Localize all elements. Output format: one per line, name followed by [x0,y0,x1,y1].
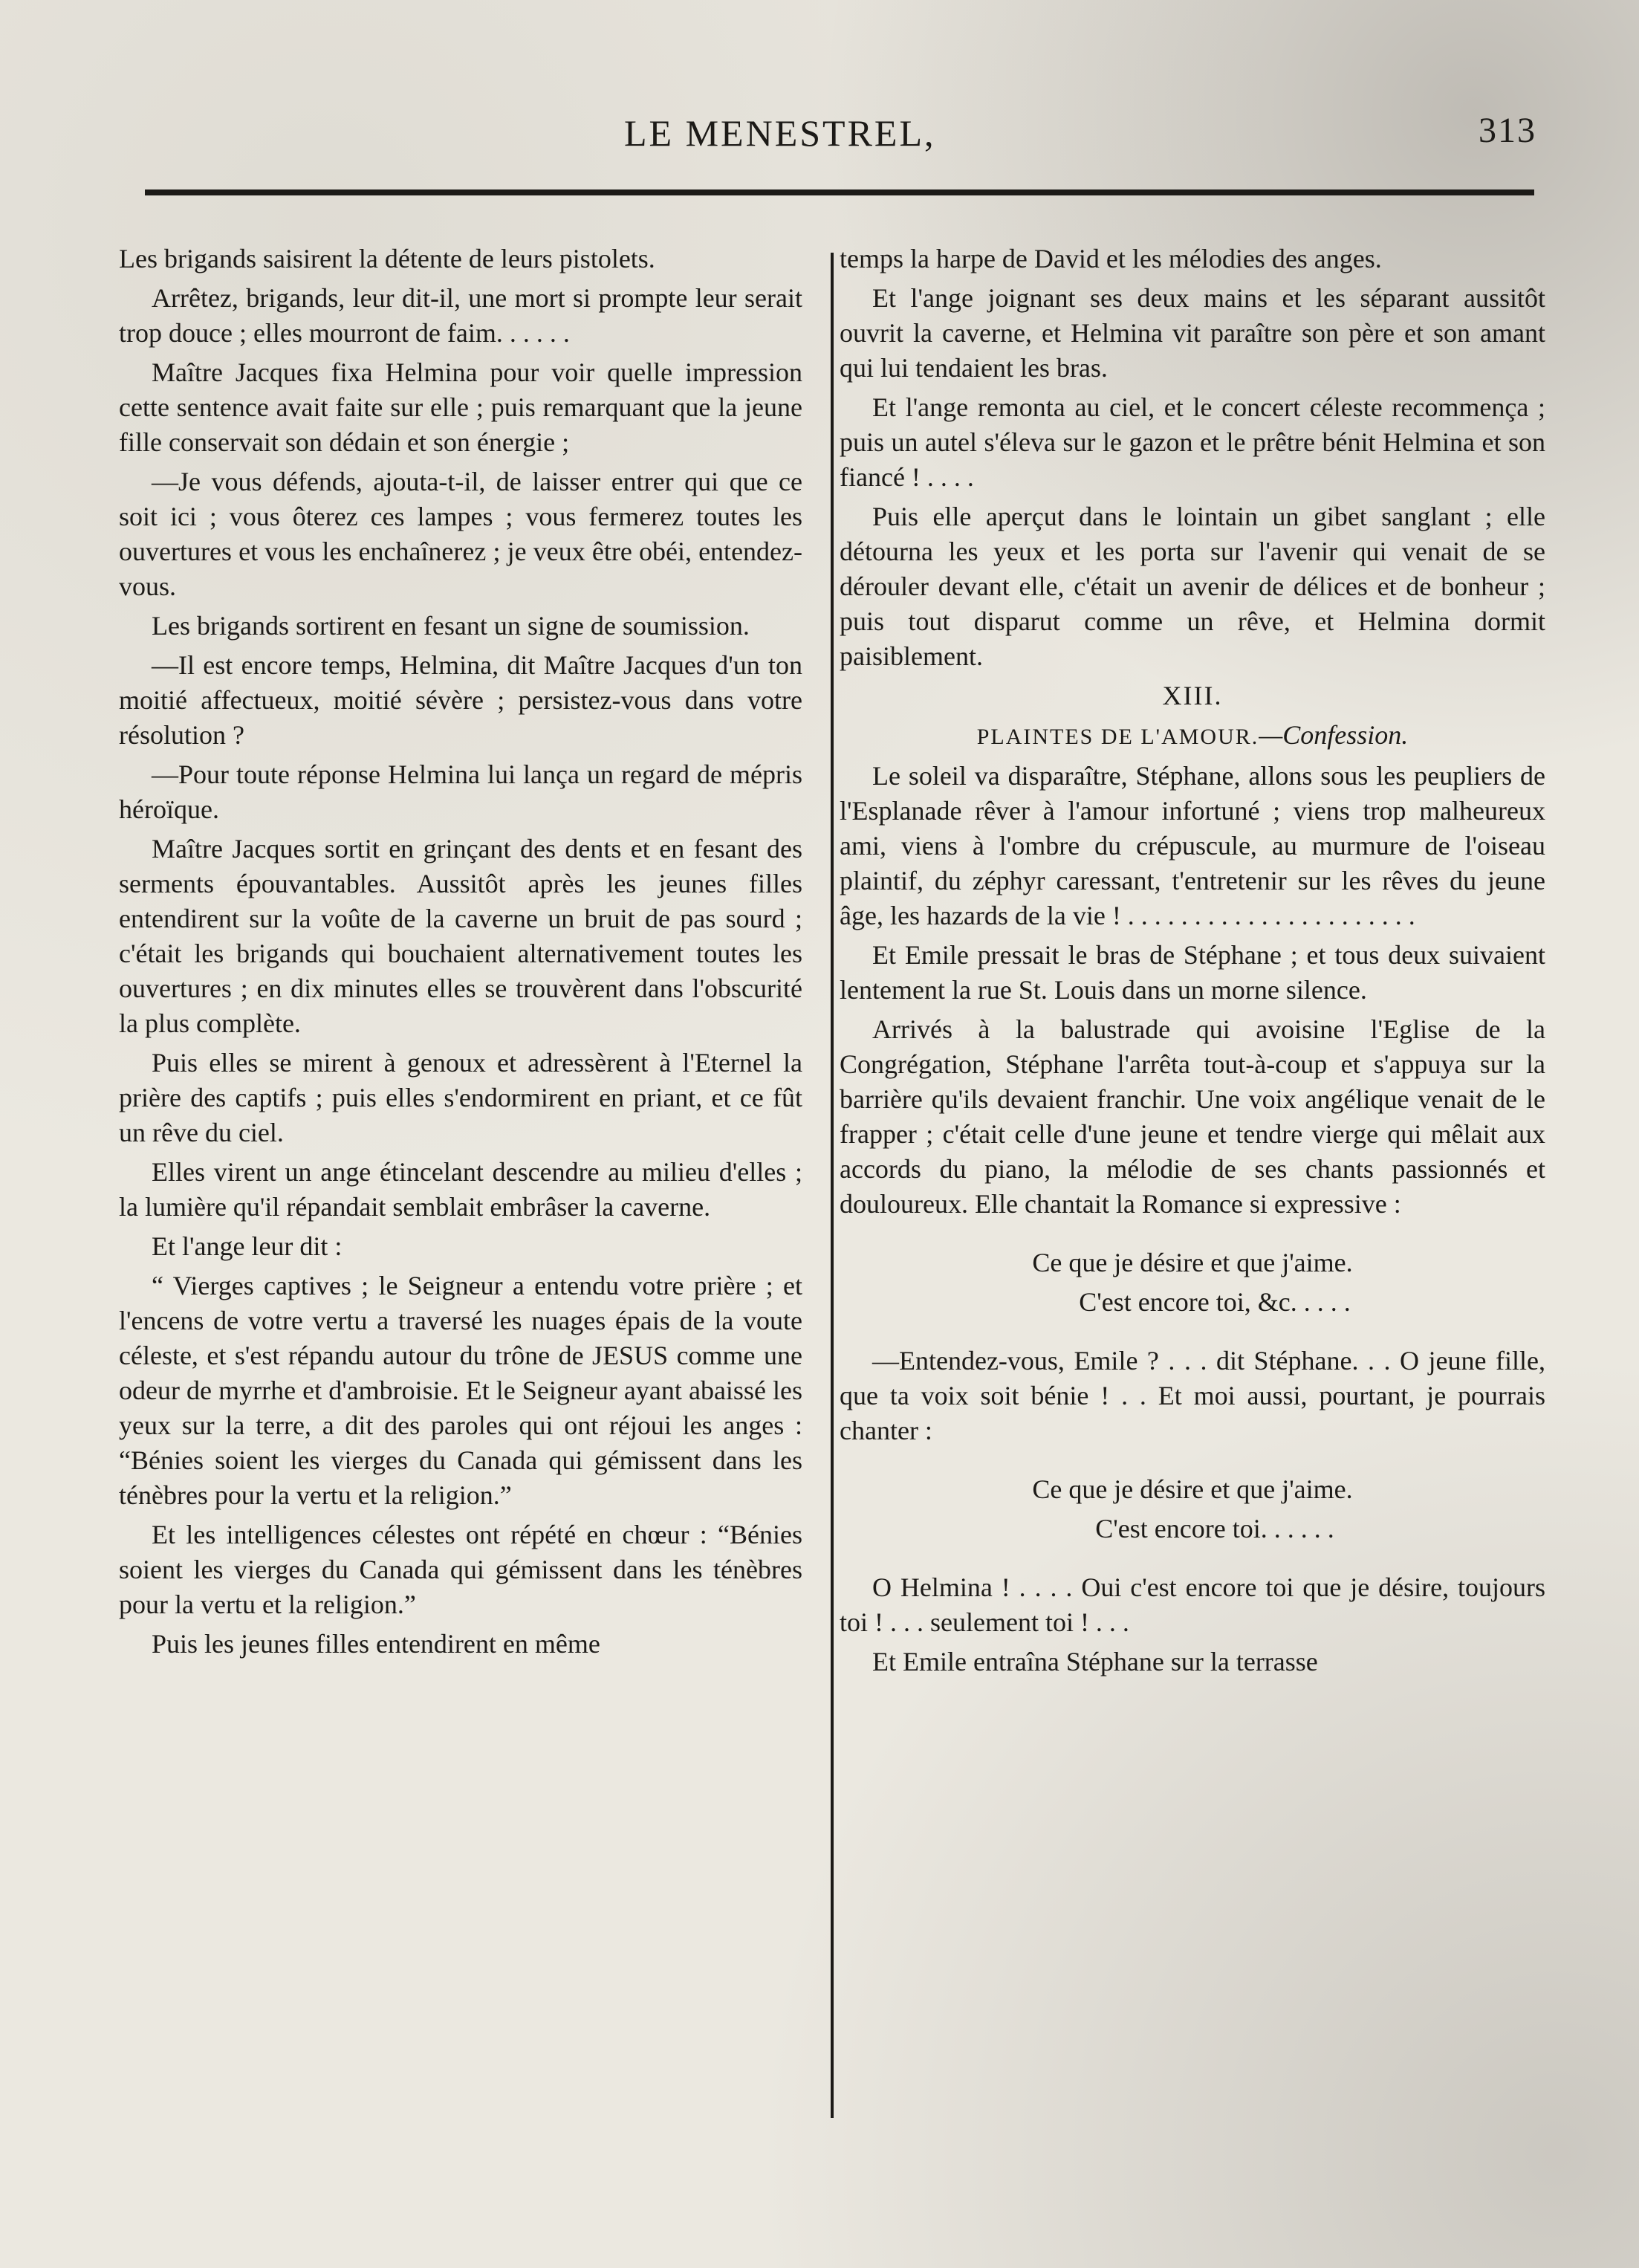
paragraph: Les brigands sortirent en fesant un signe de soumission. [152,611,750,641]
paragraph: Et l'ange remonta au ciel, et le concert céleste recommença ; puis un autel s'éleva sur le gazon et le prêtre bénit Helmina et son fiancé ! . . . . [840,392,1545,492]
paragraph: Puis elle aperçut dans le lointain un gibet sanglant ; elle détourna les yeux et les porta sur l'avenir qui venait de se dérouler devant elle, c'était un avenir de délices et de bonheur ; puis tout disparut comme un rêve, et Helmina dormit paisiblement. [840,502,1545,671]
page-number: 313 [1479,111,1536,150]
paragraph: Puis elles se mirent à genoux et adressèrent à l'Eternel la prière des captifs ; puis elles s'endormirent en priant, et ce fût un rêve du ciel. [119,1048,802,1147]
section-title [840,718,1545,754]
paragraph: Elles virent un ange étincelant descendre au milieu d'elles ; la lumière qu'il répandait semblait embrâser la caverne. [119,1157,802,1222]
verse-line: Ce que je désire et que j'aime. [1032,1474,1353,1504]
paragraph: Et Emile pressait le bras de Stéphane ; et tous deux suivaient lentement la rue St. Louis dans un morne silence. [840,940,1545,1005]
paragraph: O Helmina ! . . . . Oui c'est encore toi que je désire, toujours toi ! . . . seulement toi ! . . . [840,1572,1545,1637]
paragraph: temps la harpe de David et les mélodies des anges. [840,244,1382,273]
paragraph: Maître Jacques sortit en grinçant des dents et en fesant des serments épouvantables. Aussitôt après les jeunes filles entendirent sur la voûte de la caverne un bruit de pas sourd ; c'était les brigands qui bouchaient alternativement toutes les ouvertures ; en dix minutes elles se trouvèrent dans l'obscurité la plus complète. [119,834,802,1038]
paragraph: Et l'ange leur dit : [152,1231,343,1261]
paragraph: —Je vous défends, ajouta-t-il, de laisser entrer qui que ce soit ici ; vous ôterez ces lampes ; vous fermerez toutes les ouvertures et vous les enchaînerez ; je veux être obéi, entendez-vous. [119,467,802,601]
paragraph: Arrêtez, brigands, leur dit-il, une mort si prompte leur serait trop douce ; elles mourront de faim. . . . . . [119,283,802,348]
section-title-italic: —Confession. [1259,720,1409,750]
paragraph: Le soleil va disparaître, Stéphane, allons sous les peupliers de l'Esplanade rêver à l'amour infortuné ; viens trop malheureux ami, viens à l'ombre du crépuscule, au murmure de l'oiseau plaintif, du zéphyr caressant, t'entretenir sur les rêves du jeune âge, les hazards de la vie ! . . . . . . . . . . . . . . . . . . . . . . [840,761,1545,930]
paragraph: Et Emile entraîna Stéphane sur la terrasse [872,1647,1318,1676]
paragraph: Puis les jeunes filles entendirent en même [152,1629,600,1659]
section-number: XIII. [1162,681,1223,710]
section-title-caps: PLAINTES DE L'AMOUR. [976,725,1259,749]
left-column [119,242,802,1666]
paragraph: —Pour toute réponse Helmina lui lança un regard de mépris héroïque. [119,759,802,824]
paragraph: “ Vierges captives ; le Seigneur a entendu votre prière ; et l'encens de votre vertu a traversé les nuages épais de la voute céleste, et s'est répandu autour du trône de JESUS comme une odeur de myrrhe et d'ambroisie. Et le Seigneur ayant abaissé les yeux sur la terre, a dit des paroles qui ont réjoui les anges : “Bénies soient les vierges du Canada qui gémissent dans les ténèbres pour la vertu et la religion.” [119,1271,802,1510]
header-rule [145,189,1534,195]
paragraph: Et les intelligences célestes ont répété en chœur : “Bénies soient les vierges du Canada qui gémissent dans les ténèbres pour la vertu et la religion.” [119,1520,802,1619]
paragraph: Maître Jacques fixa Helmina pour voir quelle impression cette sentence avait faite sur elle ; puis remarquant que la jeune fille conservait son dédain et son énergie ; [119,357,802,457]
column-divider [831,253,834,2118]
paragraph: Les brigands saisirent la détente de leurs pistolets. [119,244,655,273]
right-column [840,242,1545,1684]
verse-line: C'est encore toi. . . . . . [1095,1514,1334,1543]
paragraph: —Il est encore temps, Helmina, dit Maître Jacques d'un ton moitié affectueux, moitié sévère ; persistez-vous dans votre résolution ? [119,650,802,750]
page-header-title: LE MENESTREL, [624,112,936,154]
verse-line: Ce que je désire et que j'aime. [1032,1248,1353,1277]
paragraph: —Entendez-vous, Emile ? . . . dit Stéphane. . . O jeune fille, que ta voix soit bénie ! . . Et moi aussi, pourtant, je pourrais chanter : [840,1346,1545,1445]
paragraph: Et l'ange joignant ses deux mains et les séparant aussitôt ouvrit la caverne, et Helmina vit paraître son père et son amant qui lui tendaient les bras. [840,283,1545,383]
verse-line: C'est encore toi, &c. . . . . [1079,1287,1351,1317]
paragraph: Arrivés à la balustrade qui avoisine l'Eglise de la Congrégation, Stéphane l'arrêta tout-à-coup et s'appuya sur la barrière qu'ils devaient franchir. Une voix angélique venait de le frapper ; c'était celle d'une jeune et tendre vierge qui mêlait aux accords du piano, la mélodie de ses chants passionnés et douloureux. Elle chantait la Romance si expressive : [840,1014,1545,1219]
